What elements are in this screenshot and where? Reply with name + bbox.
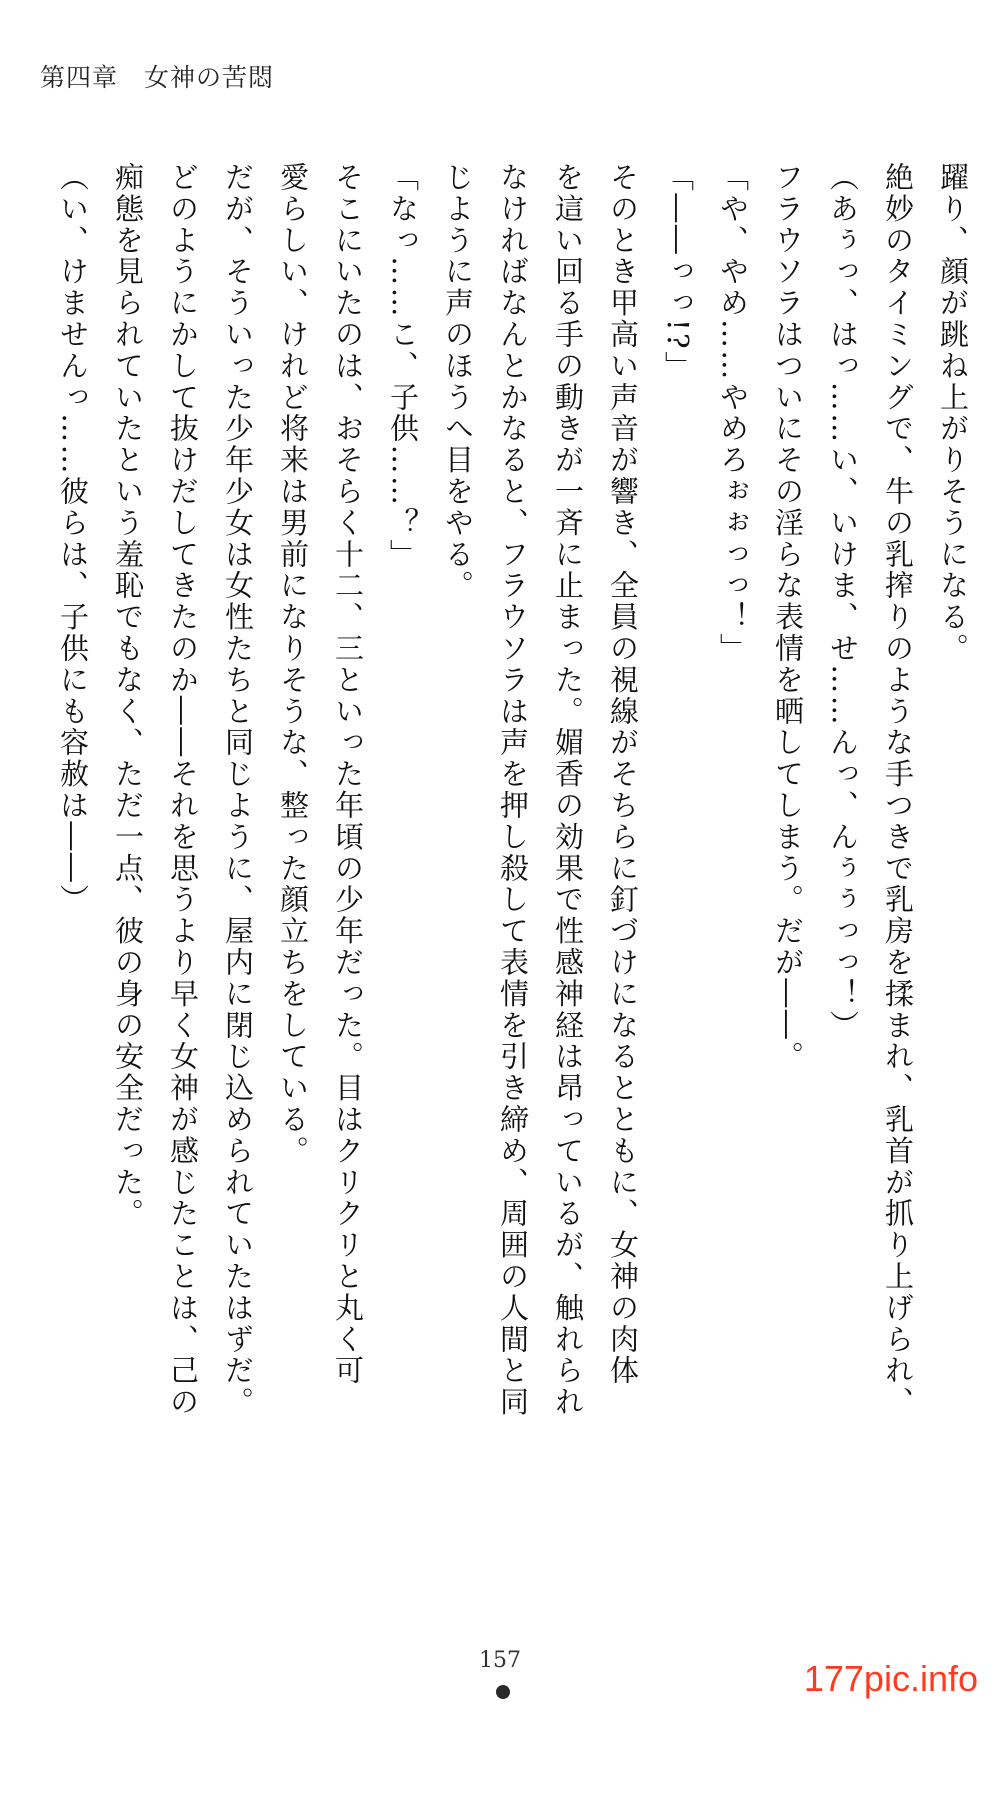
text-line: そこにいたのは、おそらく十二、三といった年頃の少年だった。目はクリクリと丸く可	[331, 162, 365, 1387]
text-line: 絶妙のタイミングで、牛の乳搾りのような手つきで乳房を揉まれ、乳首が抓り上げられ、	[881, 162, 915, 1418]
text-line: じように声のほうへ目をやる。	[441, 162, 475, 602]
text-line: 痴態を見られていたという羞恥でもなく、ただ一点、彼の身の安全だった。	[111, 162, 145, 1230]
text-line: なければなんとかなると、フラウソラは声を押し殺して表情を引き締め、周囲の人間と同	[496, 162, 530, 1418]
text-line: （あぅっ、はっ……い、いけま、せ……んっ、んぅぅっっ！）	[826, 162, 860, 1042]
chapter-title: 第四章 女神の苦悶	[40, 63, 275, 92]
page-marker-dot	[496, 1685, 510, 1699]
watermark-link[interactable]: 177pic.info	[803, 1658, 978, 1699]
text-line: 躍り、顔が跳ね上がりそうになる。	[936, 162, 970, 665]
text-line: 「や、やめ……やめろぉぉっっ！」	[716, 162, 750, 665]
text-line: そのとき甲高い声音が響き、全員の視線がそちらに釘づけになるとともに、女神の肉体	[606, 162, 640, 1387]
text-line: （い、けませんっ……彼らは、子供にも容赦は――）	[56, 162, 90, 916]
text-line: 「なっ……こ、子供……？」	[386, 162, 420, 571]
body-text	[20, 162, 980, 1602]
page-number: 157	[479, 1648, 521, 1673]
text-line: どのようにかして抜けだしてきたのか――それを思うより早く女神が感じたことは、己の	[166, 162, 200, 1418]
text-line: 「――っっ!?」	[661, 162, 695, 383]
text-line: だが、そういった少年少女は女性たちと同じように、屋内に閉じ込められていたはずだ。	[221, 162, 255, 1418]
text-line: を這い回る手の動きが一斉に止まった。媚香の効果で性感神経は昂っているが、触れられ	[551, 162, 585, 1418]
text-line: 愛らしい、けれど将来は男前になりそうな、整った顔立ちをしている。	[276, 162, 310, 1167]
text-line: フラウソラはついにその淫らな表情を晒してしまう。だが――。	[771, 162, 805, 1073]
